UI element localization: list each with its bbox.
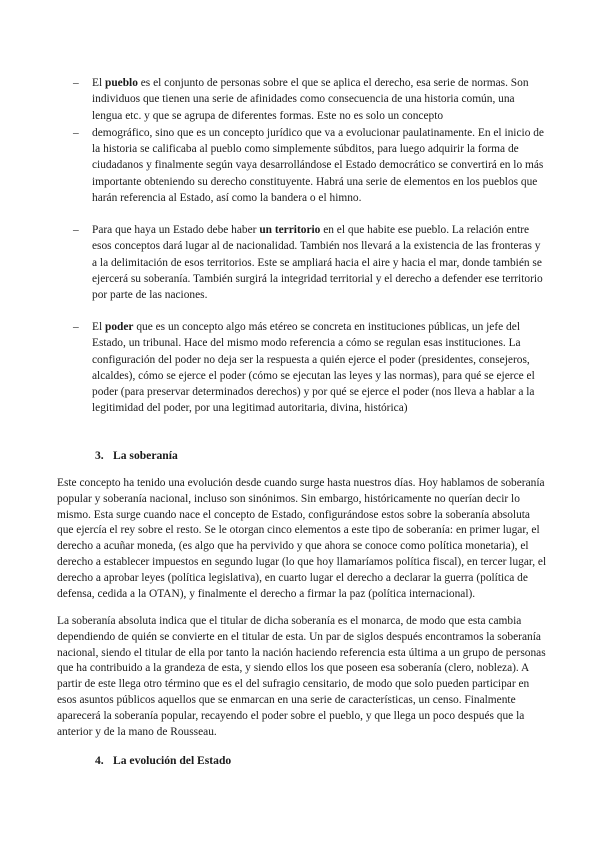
section-title: La soberanía: [113, 449, 178, 462]
term-territorio: un territorio: [259, 224, 321, 236]
section-title: La evolución del Estado: [113, 754, 232, 767]
section-number: 3.: [95, 449, 104, 462]
bullet-pueblo: [73, 75, 544, 206]
section-heading-soberania: [95, 449, 178, 462]
paragraph-soberania-1: Este concepto ha tenido una evolución desde cuando surge hasta nuestros días. Hoy hablamos de soberanía popular y soberanía nacional, incluso son sinónimos. Sin embargo, históricamente no querían decir lo mismo. Esta surge cuando nace el concepto de Estado, configurándose estos sobre la soberanía absoluta que ejercía el rey sobre el resto. Se le otorgan cinco elementos a este tipo de soberanía: en primer lugar, el derecho a acuñar moneda, (es algo que ha pervivido y que ahora se conoce como política monetaria), el derecho a establecer impuestos en segundo lugar (lo que hoy llamaríamos política fiscal), en tercer lugar, el derecho a aprobar leyes (política legislativa), en cuarto lugar el derecho a declarar la guerra (política de defensa, cedida a la OTAN), y finalmente el derecho a firmar la paz (política internacional).: [57, 477, 547, 600]
bullet-poder: [73, 319, 544, 417]
bullet-territorio: [73, 222, 544, 303]
bullet-poder-text: El poder que es un concepto algo más etéreo se concreta en instituciones públicas, un jefe del Estado, un tribunal. Hace del mismo modo referencia a cómo se regulan esas instituciones. La configuración del poder no deja ser la respuesta a quién ejerce el poder (presidentes, consejeros, alcaldes), cómo se ejerce el poder (cómo se ejecutan las leyes y las normas), para qué se ejerce el poder (para preservar determinados derechos) y por qué se ejerce el poder (nos lleva a hablar a la legitimidad del poder, por una legitimad autoritaria, divina, histórica): [92, 321, 535, 415]
section-heading-evolucion: [95, 754, 231, 767]
section-number: 4.: [95, 754, 104, 767]
dash-marker: –: [73, 126, 79, 139]
paragraph-soberania-2: La soberanía absoluta indica que el titular de dicha soberanía es el monarca, de modo que esta cambia dependiendo de quién se convierte en el titular de esta. Un par de siglos después encontramos la soberanía nacional, siendo el titular de ella por tanto la nación haciendo referencia esta última a un grupo de personas que ha contribuido a la grandeza de esta, y siendo ellos los que poseen esa soberanía (clero, nobleza). A partir de este llega otro término que es el del sufragio censitario, de modo que solo pueden participar en esos asuntos públicos aquellos que se enmarcan en una serie de características, un censo. Finalmente aparecerá la soberanía popular, recayendo el poder sobre el pueblo, y que llega un poco después que la anterior y de la mano de Rousseau.: [57, 615, 546, 738]
bullet-pueblo-text-a: El pueblo es el conjunto de personas sobre el que se aplica el derecho, esa serie de normas. Son individuos que tienen una serie de afinidades como consecuencia de una historia común, una lengua etc. y que se agrupa de diferentes formas. Este no es solo un concepto: [92, 77, 529, 122]
term-pueblo: pueblo: [104, 77, 138, 89]
dash-marker: –: [73, 224, 79, 236]
bullet-pueblo-text-b: demográfico, sino que es un concepto jurídico que va a evolucionar paulatinamente. En el inicio de la historia se calificaba al pueblo como simplemente súbditos, para luego adquirir la forma de ciudadanos y finalmente según vaya desarrollándose el Estado democrático se convertirá en lo más importante obteniendo su derecho constituyente. Habrá una serie de elementos en los pueblos que harán referencia al Estado, así como la bandera o el himno.: [92, 126, 544, 205]
dash-marker: –: [73, 321, 79, 333]
term-poder: poder: [104, 321, 134, 333]
bullet-territorio-text: Para que haya un Estado debe haber un territorio en el que habite ese pueblo. La relación entre esos conceptos dará lugar al de nacionalidad. También nos llevará a la existencia de las fronteras y a la delimitación de esos territorios. Este se ampliará hacia el aire y hacia el mar, donde también se ejercerá su soberanía. También surgirá la integridad territorial y el derecho a defender ese territorio por parte de las naciones.: [92, 224, 543, 302]
dash-marker: –: [73, 77, 79, 89]
